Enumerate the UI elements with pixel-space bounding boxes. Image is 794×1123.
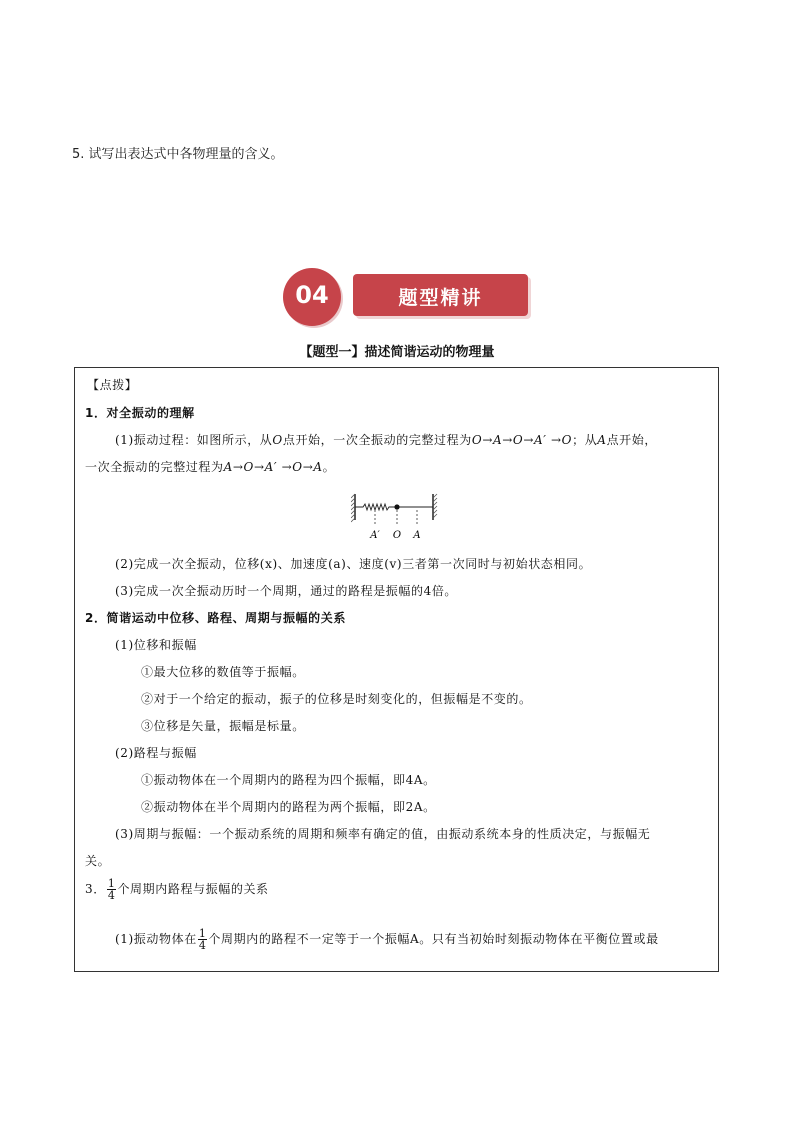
fraction-denominator: 4 [107, 889, 116, 902]
var-a: A [597, 433, 607, 447]
text-segment: 。 [322, 460, 336, 474]
path-expression: A→O→A′ →O→A [223, 460, 323, 474]
heading-2: 2．简谐运动中位移、路程、周期与振幅的关系 [85, 611, 346, 625]
sub-3b: 关。 [85, 854, 111, 868]
sub-2a: ①振动物体在一个周期内的路程为四个振幅，即4A。 [141, 773, 436, 787]
tip-label: 【点拨】 [87, 378, 138, 392]
spring [355, 504, 397, 510]
text-segment: ；从 [572, 433, 598, 447]
heading-1: 1．对全振动的理解 [85, 406, 195, 420]
section-banner [283, 268, 533, 328]
sub-2: (2)路程与振幅 [115, 746, 197, 760]
section-number-badge [283, 268, 341, 326]
text-segment: 3． [85, 882, 106, 896]
sub-1b: ②对于一个给定的振动，振子的位移是时刻变化的，但振幅是不变的。 [141, 692, 532, 706]
sub-1: (1)位移和振幅 [115, 638, 197, 652]
section-title: 题型精讲 [398, 287, 483, 309]
path-expression: O→A→O→A′ →O [471, 433, 573, 447]
type-title: 【题型一】描述简谐运动的物理量 [299, 345, 495, 360]
question-5: 5. 试写出表达式中各物理量的含义。 [72, 147, 284, 162]
text-segment: (1)振动过程：如图所示，从 [115, 433, 273, 447]
para-3: (3)完成一次全振动历时一个周期，通过的路程是振幅的4倍。 [115, 584, 458, 598]
text-segment: 点开始， [606, 433, 657, 447]
label-a: A [413, 530, 421, 541]
section-title-pill [353, 274, 528, 316]
sub-3a: (3)周期与振幅：一个振动系统的周期和频率有确定的值，由振动系统本身的性质决定，与振幅无 [115, 827, 651, 841]
text-segment: 个周期内路程与振幅的关系 [117, 882, 269, 896]
fraction-numerator: 1 [198, 927, 207, 940]
para-1b [85, 458, 335, 475]
fraction-quarter [107, 878, 117, 901]
fraction-quarter [198, 928, 208, 951]
para-2: (2)完成一次全振动，位移(x)、加速度(a)、速度(v)三者第一次同时与初始状态相同。 [115, 557, 592, 571]
text-segment: 一次全振动的完整过程为 [85, 460, 224, 474]
label-o: O [392, 530, 402, 541]
sub-1a: ①最大位移的数值等于振幅。 [141, 665, 305, 679]
text-segment: (1)振动物体在 [115, 932, 197, 946]
label-a-prime: A′ [370, 530, 380, 541]
heading-3 [85, 878, 269, 901]
var-o: O [272, 433, 283, 447]
section-number: 04 [295, 281, 329, 309]
para-1a [115, 431, 657, 448]
last-line [115, 928, 659, 951]
text-segment: 个周期内的路程不一定等于一个振幅A。只有当初始时刻振动物体在平衡位置或最 [208, 932, 659, 946]
spring-oscillator-diagram [351, 492, 445, 542]
fraction-denominator: 4 [198, 939, 207, 952]
sub-2b: ②振动物体在半个周期内的路程为两个振幅，即2A。 [141, 800, 436, 814]
fraction-numerator: 1 [107, 877, 116, 890]
oscillator-ball [394, 504, 399, 509]
tip-box [74, 367, 719, 972]
text-segment: 点开始，一次全振动的完整过程为 [282, 433, 472, 447]
sub-1c: ③位移是矢量，振幅是标量。 [141, 719, 305, 733]
